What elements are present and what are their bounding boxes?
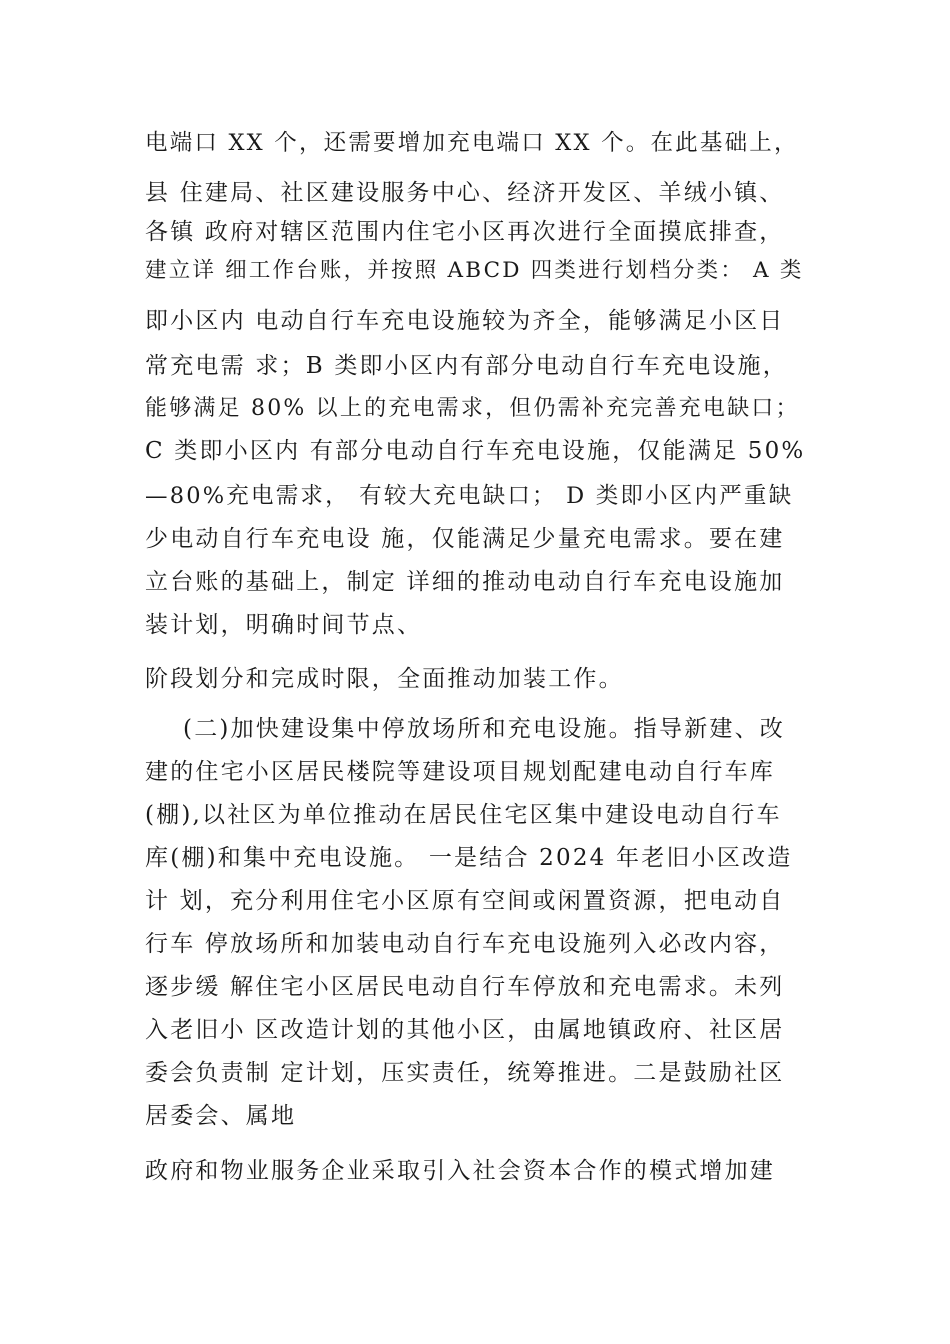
text-line: (棚),以社区为单位推动在居民住宅区集中建设电动自行车 xyxy=(145,802,782,828)
text-line: 建立详 细工作台账，并按照 ABCD 四类进行划档分类： A 类 xyxy=(145,258,804,283)
text-line: 能够满足 80% 以上的充电需求，但仍需补充完善充电缺口； xyxy=(145,396,800,421)
paragraph-heading: (二)加快建设集中停放场所和充电设施。指导新建、改 xyxy=(145,716,785,742)
text-line: C 类即小区内 有部分电动自行车充电设施，仅能满足 50% xyxy=(145,438,806,464)
text-line: 逐步缓 解住宅小区居民电动自行车停放和充电需求。未列 xyxy=(145,974,785,1000)
text-line: 常充电需 求；B 类即小区内有部分电动自行车充电设施， xyxy=(145,353,788,379)
text-line: 即小区内 电动自行车充电设施较为齐全，能够满足小区日 xyxy=(145,308,785,334)
text-line: 行车 停放场所和加装电动自行车充电设施列入必改内容， xyxy=(145,931,785,957)
text-line: 县 住建局、社区建设服务中心、经济开发区、羊绒小镇、 xyxy=(145,180,785,206)
text-line: 电端口 XX 个，还需要增加充电端口 XX 个。在此基础上， xyxy=(145,130,799,156)
text-line: 各镇 政府对辖区范围内住宅小区再次进行全面摸底排查， xyxy=(145,219,785,245)
text-line: 少电动自行车充电设 施，仅能满足少量充电需求。要在建 xyxy=(145,526,785,552)
text-line: 委会负责制 定计划，压实责任，统筹推进。二是鼓励社区 xyxy=(145,1060,785,1086)
text-line: 装计划，明确时间节点、 xyxy=(145,612,423,638)
text-line: 立台账的基础上，制定 详细的推动电动自行车充电设施加 xyxy=(145,569,785,595)
text-line: —80%充电需求， 有较大充电缺口； D 类即小区内严重缺 xyxy=(145,483,794,509)
text-line: 居委会、属地 xyxy=(145,1103,297,1129)
text-line: 阶段划分和完成时限，全面推动加装工作。 xyxy=(145,666,624,692)
text-line: 入老旧小 区改造计划的其他小区，由属地镇政府、社区居 xyxy=(145,1017,785,1043)
text-line: 计 划，充分利用住宅小区原有空间或闲置资源，把电动自 xyxy=(145,888,785,914)
text-line: 政府和物业服务企业采取引入社会资本合作的模式增加建 xyxy=(145,1158,775,1184)
text-line: 建的住宅小区居民楼院等建设项目规划配建电动自行车库 xyxy=(145,759,775,785)
text-line: 库(棚)和集中充电设施。 一是结合 2024 年老旧小区改造 xyxy=(145,845,793,871)
